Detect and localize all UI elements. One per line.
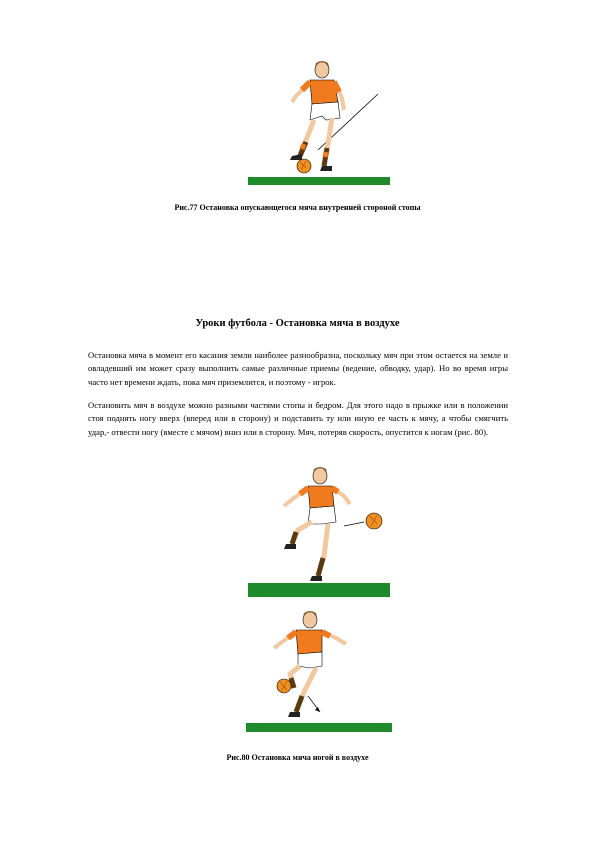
figure-caption: Рис.77 Остановка опускающегося мяча внутренней стороной стопы bbox=[174, 203, 421, 212]
grass-strip bbox=[248, 177, 390, 185]
section-heading: Уроки футбола - Остановка мяча в воздухе bbox=[195, 318, 400, 329]
footballer-illustration-1 bbox=[270, 58, 390, 183]
paragraph: Остановить мяч в воздухе можно разными частями стопы и бедром. Для этого надо в прыжке или в положении стоя поднять ногу вверх (вперед или в сторону) и подставить ту или иную ее часть к мячу, а чтобы смягчить удар,- отвести ногу (вместе с мячом) вниз или в сторону. Мяч, потеряв скорость, опустится к ногам (рис. 80). bbox=[88, 400, 508, 437]
footballer-illustration-3 bbox=[260, 608, 360, 723]
paragraph: Остановка мяча в момент его касания земли наиболее разнообразна, поскольку мяч при этом остается на земле и овладевший им может сразу выполнить самые различные приемы (ведение, обводку, удар). Но во время игры часто нет времени ждать, пока мяч приземлится, и поэтому - игрок. bbox=[88, 350, 508, 387]
footballer-illustration-2 bbox=[280, 466, 390, 586]
figure-caption: Рис.80 Остановка мяча ногой в воздухе bbox=[226, 753, 369, 762]
grass-strip bbox=[246, 723, 392, 732]
grass-strip bbox=[248, 583, 390, 597]
